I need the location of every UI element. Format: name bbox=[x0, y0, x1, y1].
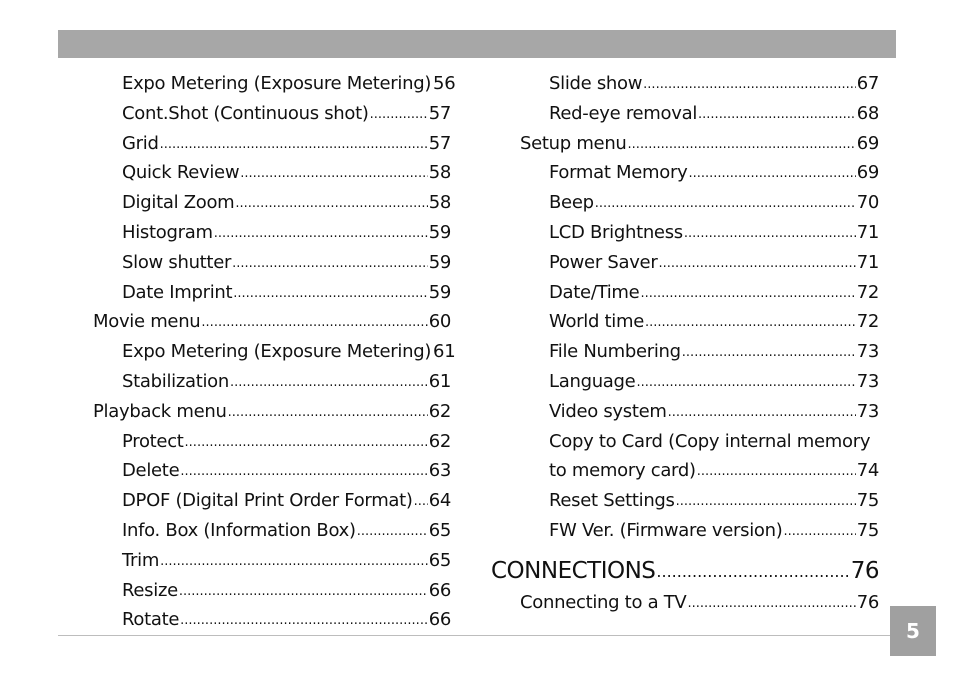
toc-entry[interactable] bbox=[93, 546, 451, 576]
header-bar bbox=[58, 30, 896, 58]
toc-entry-title: File Numbering bbox=[549, 341, 681, 363]
toc-entry[interactable] bbox=[93, 367, 451, 397]
dot-leader bbox=[233, 279, 427, 309]
toc-entry[interactable] bbox=[520, 188, 879, 218]
toc-entry-title: Grid bbox=[122, 132, 159, 154]
toc-entry[interactable] bbox=[520, 99, 879, 129]
toc-entry[interactable] bbox=[93, 158, 451, 188]
toc-entry-page: 63 bbox=[428, 460, 451, 482]
toc-entry-title: Histogram bbox=[122, 221, 213, 243]
toc-entry[interactable] bbox=[520, 278, 879, 308]
toc-entry[interactable] bbox=[93, 129, 451, 159]
toc-entry-title: LCD Brightness bbox=[549, 221, 683, 243]
dot-leader bbox=[179, 577, 428, 607]
toc-entry-page: 75 bbox=[856, 519, 879, 541]
toc-entry-title: Info. Box (Information Box) bbox=[122, 519, 356, 541]
dot-leader bbox=[240, 159, 427, 189]
toc-entry[interactable] bbox=[93, 516, 451, 546]
toc-entry-page: 68 bbox=[856, 102, 879, 124]
dot-leader bbox=[160, 130, 428, 160]
toc-entry-title: Trim bbox=[122, 549, 160, 571]
toc-entry-title: Date/Time bbox=[549, 281, 640, 303]
toc-entry-page: 76 bbox=[856, 591, 879, 613]
dot-leader bbox=[688, 159, 855, 189]
toc-entry-title: Protect bbox=[122, 430, 184, 452]
toc-entry-title: CONNECTIONS bbox=[491, 557, 656, 584]
toc-entry[interactable] bbox=[520, 456, 879, 486]
toc-entry-page: 73 bbox=[856, 341, 879, 363]
dot-leader bbox=[636, 368, 855, 398]
toc-entry-title: Slide show bbox=[549, 73, 643, 94]
toc-entry-page: 73 bbox=[856, 370, 879, 392]
toc-entry-page: 64 bbox=[428, 490, 451, 512]
toc-entry[interactable] bbox=[520, 588, 879, 618]
toc-entry-title: Delete bbox=[122, 460, 180, 482]
toc-entry[interactable] bbox=[93, 605, 451, 635]
dot-leader bbox=[414, 487, 428, 517]
toc-entry-page: 70 bbox=[856, 192, 879, 214]
toc-entry-page: 65 bbox=[428, 519, 451, 541]
toc-entry[interactable] bbox=[93, 99, 451, 129]
dot-leader bbox=[658, 249, 855, 279]
toc-entry[interactable] bbox=[520, 367, 879, 397]
toc-entry[interactable] bbox=[93, 188, 451, 218]
dot-leader bbox=[232, 249, 428, 279]
toc-entry[interactable] bbox=[520, 158, 879, 188]
toc-entry-title: Setup menu bbox=[520, 132, 627, 154]
toc-entry-title: Red-eye removal bbox=[549, 102, 698, 124]
toc-entry-page: 66 bbox=[428, 609, 451, 631]
toc-entry-title: Digital Zoom bbox=[122, 192, 235, 214]
toc-entry-page: 72 bbox=[856, 311, 879, 333]
toc-entry-title: Resize bbox=[122, 579, 178, 601]
toc-entry-page: 66 bbox=[428, 579, 451, 601]
toc-entry[interactable] bbox=[93, 248, 451, 278]
toc-entry-title: Stabilization bbox=[122, 370, 230, 392]
dot-leader bbox=[180, 606, 428, 636]
toc-entry-page: 62 bbox=[428, 430, 451, 452]
page-number: 5 bbox=[890, 606, 936, 656]
toc-entry-page: 57 bbox=[428, 102, 451, 124]
toc-entry-page: 58 bbox=[428, 162, 451, 184]
toc-right-column bbox=[491, 69, 879, 618]
toc-entry-title: DPOF (Digital Print Order Format) bbox=[122, 490, 413, 512]
dot-leader bbox=[228, 398, 428, 428]
toc-entry-page: 59 bbox=[428, 281, 451, 303]
dot-leader bbox=[180, 457, 427, 487]
toc-entry-title: Video system bbox=[549, 400, 667, 422]
toc-entry-page: 76 bbox=[850, 557, 879, 584]
toc-entry-page: 71 bbox=[856, 251, 879, 273]
toc-entry-page: 58 bbox=[428, 192, 451, 214]
toc-section-heading[interactable] bbox=[491, 554, 879, 588]
toc-entry-title: Cont.Shot (Continuous shot) bbox=[122, 102, 369, 124]
dot-leader bbox=[640, 279, 855, 309]
toc-entry-title: FW Ver. (Firmware version) bbox=[549, 519, 783, 541]
footer-rule bbox=[58, 635, 890, 636]
toc-entry-page: 75 bbox=[856, 490, 879, 512]
dot-leader bbox=[645, 308, 856, 338]
toc-entry-title: Copy to Card (Copy internal memory bbox=[549, 430, 871, 452]
toc-entry[interactable] bbox=[520, 248, 879, 278]
dot-leader bbox=[684, 219, 856, 249]
toc-entry[interactable] bbox=[93, 337, 456, 367]
toc-entry-page: 71 bbox=[856, 221, 879, 243]
toc-entry[interactable] bbox=[520, 337, 879, 367]
toc-entry-page: 62 bbox=[428, 400, 451, 422]
toc-entry[interactable] bbox=[93, 456, 451, 486]
dot-leader bbox=[687, 589, 855, 619]
toc-entry-title: Playback menu bbox=[93, 400, 227, 422]
toc-entry[interactable] bbox=[520, 486, 879, 516]
toc-entry-title: World time bbox=[549, 311, 644, 333]
dot-leader bbox=[201, 308, 427, 338]
toc-entry[interactable] bbox=[520, 129, 879, 159]
dot-leader bbox=[357, 517, 428, 547]
toc-entry[interactable] bbox=[520, 397, 879, 427]
dot-leader bbox=[697, 457, 856, 487]
toc-entry[interactable] bbox=[520, 427, 879, 457]
toc-entry-title: Connecting to a TV bbox=[520, 591, 687, 613]
dot-leader bbox=[698, 100, 856, 130]
dot-leader bbox=[230, 368, 428, 398]
toc-entry-page: 69 bbox=[856, 132, 879, 154]
dot-leader bbox=[628, 130, 856, 160]
toc-entry-page: 74 bbox=[856, 460, 879, 482]
toc-entry-title: to memory card) bbox=[549, 460, 696, 482]
toc-entry-title: Movie menu bbox=[93, 311, 201, 333]
toc-left-column bbox=[93, 69, 456, 635]
toc-entry-page: 59 bbox=[428, 221, 451, 243]
toc-entry[interactable] bbox=[93, 486, 451, 516]
toc-entry-title: Beep bbox=[549, 192, 594, 214]
dot-leader bbox=[185, 428, 428, 458]
toc-entry[interactable] bbox=[93, 278, 451, 308]
dot-leader bbox=[676, 487, 856, 517]
toc-entry-page: 60 bbox=[428, 311, 451, 333]
toc-entry[interactable] bbox=[93, 397, 451, 427]
toc-entry-page: 61 bbox=[433, 341, 456, 363]
toc-entry-title: Language bbox=[549, 370, 636, 392]
toc-entry-page: 69 bbox=[856, 162, 879, 184]
toc-entry-title: Rotate bbox=[122, 609, 180, 631]
toc-entry-page: 57 bbox=[428, 132, 451, 154]
toc-entry-page: 73 bbox=[856, 400, 879, 422]
dot-leader bbox=[783, 517, 855, 547]
dot-leader bbox=[370, 100, 428, 130]
toc-entry-page: 67 bbox=[856, 73, 879, 94]
toc-entry-title: Date Imprint bbox=[122, 281, 233, 303]
dot-leader bbox=[160, 547, 428, 577]
dot-leader bbox=[235, 189, 427, 219]
toc-entry-page: 56 bbox=[433, 73, 456, 94]
toc-entry-page: 72 bbox=[856, 281, 879, 303]
dot-leader bbox=[595, 189, 856, 219]
toc-entry[interactable] bbox=[520, 307, 879, 337]
toc-entry-title: Format Memory bbox=[549, 162, 688, 184]
toc-entry[interactable] bbox=[520, 218, 879, 248]
dot-leader bbox=[656, 555, 849, 589]
toc-entry[interactable] bbox=[93, 218, 451, 248]
toc-entry-title: Reset Settings bbox=[549, 490, 675, 512]
toc-entry-title: Quick Review bbox=[122, 162, 240, 184]
toc-entry[interactable] bbox=[520, 69, 879, 99]
toc-entry[interactable] bbox=[93, 576, 451, 606]
toc-entry-page: 59 bbox=[428, 251, 451, 273]
toc-entry[interactable] bbox=[93, 307, 451, 337]
toc-entry-title: Slow shutter bbox=[122, 251, 232, 273]
toc-entry-page: 61 bbox=[428, 370, 451, 392]
dot-leader bbox=[682, 338, 856, 368]
toc-entry[interactable] bbox=[93, 427, 451, 457]
toc-entry-title: Power Saver bbox=[549, 251, 658, 273]
dot-leader bbox=[214, 219, 428, 249]
toc-entry[interactable] bbox=[93, 69, 456, 99]
dot-leader bbox=[668, 398, 856, 428]
toc-entry-page: 65 bbox=[428, 549, 451, 571]
toc-entry[interactable] bbox=[520, 516, 879, 546]
dot-leader bbox=[643, 70, 856, 100]
toc-entry-title: Expo Metering (Exposure Metering) bbox=[122, 341, 432, 363]
toc-entry-title: Expo Metering (Exposure Metering) bbox=[122, 73, 432, 94]
